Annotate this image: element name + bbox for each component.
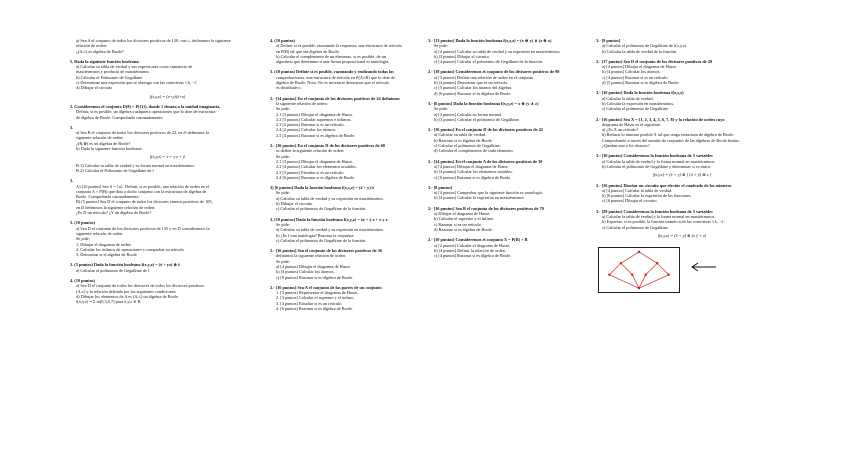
exercise-heading: 2.- [16 puntos] En el conjunto D de los divisores positivos de 60 xyxy=(270,143,385,149)
exercise-line: c) Razonar si es un retículo. xyxy=(434,221,482,227)
exercise-line: siguiente relación de orden: xyxy=(76,135,124,141)
exercise-block xyxy=(428,127,586,153)
exercise-line: d) Razonar si es álgebra de Boole. xyxy=(434,226,493,232)
exercise-block xyxy=(70,59,265,99)
exercise-line: álgebra de Boole. Nota: No es necesario demostrar que el retículo xyxy=(276,80,389,86)
exercise-line: Se pide: xyxy=(276,221,290,227)
exercise-block xyxy=(70,262,265,273)
exercise-line: en P(B) tal que sea álgebra de Boole. xyxy=(276,48,340,54)
exercise-line: a) Calcular su tabla de verdad y sus expresiones como sumatorio de xyxy=(76,64,193,70)
exercise-line: Se pide: xyxy=(276,190,290,196)
exercise-heading: 3) [6 puntos] Dada la función booleana f(x,y,z) = (x̄ + y)·z̄ xyxy=(270,185,375,191)
exercise-heading: 3.- [29 puntos] Consideremos la función booleana de 3 variables xyxy=(596,208,713,214)
exercise-line: ¿Quedan uno o los átomos? xyxy=(602,143,650,149)
exercise-line: (A,≤) y la relación definida por las siguientes condiciones: xyxy=(76,288,177,294)
exercise-block xyxy=(270,143,422,180)
exercise-heading: 3. xyxy=(70,124,74,130)
exercise-block xyxy=(70,278,265,304)
formula: f(x,y,z) = (x̄ + y) ⊕ (x ȳ + z) xyxy=(657,232,707,238)
exercise-line: c) [6 puntos] Dibujar el circuito. xyxy=(602,198,658,204)
exercise-block xyxy=(428,38,586,64)
exercise-line: a) [3 puntos] Definir una relación de orden en el conjunto. xyxy=(434,74,535,80)
exercise-heading: 4. (10 puntos) xyxy=(270,38,295,43)
exercise-line: a) [4 puntos] Comprobar que la siguiente función es tautología. xyxy=(434,190,543,196)
exercise-line: 2. Calcular los ínfimos de operaciones y comprobar su retículo xyxy=(76,246,184,252)
exercise-line: c) [4 puntos] Calcular el polinomio de Gegalkine de la función. xyxy=(434,59,543,65)
exercise-line: c) Calcular el polinomio de Gegalkine de la función. xyxy=(276,206,367,212)
exercise-line: maxitérminos y producto de maxitérminos xyxy=(76,69,150,75)
exercise-line: b) Calcular la tabla de verdad de la función. xyxy=(602,48,678,54)
exercise-line: a) [2 puntos] Calcular el diagrama de Hasse. xyxy=(434,242,511,248)
exercise-line: la siguiente relación de orden: xyxy=(276,100,328,106)
exercise-block xyxy=(428,185,586,201)
exercise-line: c) [4 puntos] Razonar si es álgebra de Boole. xyxy=(434,253,512,259)
exercise-line: c) Determinar una expresión que se obtenga con las conectivas {∧, ¬} xyxy=(76,80,197,86)
exercise-block xyxy=(596,59,768,85)
exercise-line: a) [4 puntos] Dibujar el diagrama de Hasse. xyxy=(602,64,677,70)
exercise-block xyxy=(70,125,265,173)
column-4 xyxy=(596,38,768,450)
column-1 xyxy=(70,38,265,450)
exercise-block xyxy=(70,104,265,120)
exercise-line: 2.4 [6 puntos] Razonar si es álgebra de Boole. xyxy=(276,174,356,180)
exercise-line: a) Calcular su tabla de verdad y su expresión en maxitérminos. xyxy=(276,195,384,201)
exercise-line: d) Dibujar el circuito xyxy=(76,85,113,91)
exercise-line: c) [4 puntos] Razonar si es un retículo. xyxy=(602,74,669,80)
exercise-heading: 3.- [10 puntos] Consideremos la función booleana de 3 variables xyxy=(596,153,713,159)
exercise-line: algoritmo que determine si una forma proposicional es tautología. xyxy=(276,59,390,65)
exercise-line: a) Calcular el polinomio de Gegalkine de f xyxy=(76,267,150,273)
exercise-block xyxy=(270,69,422,90)
exercise-block xyxy=(70,38,265,54)
exercise-block xyxy=(596,153,768,177)
exercise-line: a) [4 puntos] Calcular la tabla de verdad. xyxy=(602,187,673,193)
exercise-line: b) Calcular el supremo y el ínfimo. xyxy=(434,216,495,222)
exercise-line: a) ¿Es X un retículo? xyxy=(602,127,639,133)
exercise-line: b) Dibujar el circuito. xyxy=(276,201,314,207)
exercise-line: b) [4 puntos] Calcular los elementos notables. xyxy=(434,169,513,175)
exercise-heading: 3. (5 puntos) Dada la función booleana f(x,y,z) = (x̄ + yz) ⊕ z̄ xyxy=(70,262,180,268)
exercise-line: b) Calcular el polinomio de Gegalkine y determinar si es único. xyxy=(602,163,712,169)
exercise-block xyxy=(596,117,768,149)
exercise-line: a) [4 puntos] Dibujar el diagrama de Hasse. xyxy=(276,263,351,269)
exercise-line: 2.3 [3 puntos] Estudiar si es un retículo. xyxy=(276,169,345,175)
exercise-line: b) Calcular el complemento de un elemento, si es posible, de un xyxy=(276,53,386,59)
exercise-line: de álgebra de Boole. Comprobarlo razonadamente. xyxy=(76,114,164,120)
exercise-line: c) [5 puntos] Calcular los átomos del álgebra. xyxy=(434,85,513,91)
exercise-line: b) Dada la siguiente función booleana: xyxy=(76,146,143,152)
exercise-line: Se pide: xyxy=(434,43,448,49)
exercise-line: A) [10 puntos] Sea A = {a}. Definir, si es posible, una relación de orden en el xyxy=(76,183,209,189)
exercise-block xyxy=(270,185,422,211)
exercise-heading: 5. Dada la siguiente función booleana: xyxy=(70,58,140,64)
exercise-line: a) Sea D el conjunto de los divisores positivos de 135 y en D consideramos la xyxy=(76,225,210,231)
exercise-line: Boole. Comprobarlo razonadamente. xyxy=(76,194,140,200)
exercise-line: B) [5 puntos] Sea D el conjunto de todos los divisores enteros positivos de 105, xyxy=(76,199,213,205)
exercise-line: ¿(B,⊗) es un álgebra de Boole? xyxy=(76,140,131,146)
exercise-line: Se pide: xyxy=(276,258,290,264)
exercise-line: 1. Dibujar el diagrama de orden xyxy=(76,241,131,247)
exercise-line: d) Calcular el complemento de cada elemento. xyxy=(434,148,514,154)
exercise-heading: 3.- [10 puntos] Dada la función booleana f(x,y,z) xyxy=(596,90,684,96)
exercise-line: c) Calcular el polinomio de Gegalkine. xyxy=(602,106,669,112)
exercise-line: 1. [3 puntos] Representar el diagrama de Hasse. xyxy=(276,290,359,296)
exercise-line: a) [4 puntos] Dibujar el diagrama de Hasse. xyxy=(434,163,509,169)
exercise-line: b) Razonar si es álgebra de Boole. xyxy=(434,137,493,143)
exercise-line: a) Calcular la tabla de verdad y la forma normal en maxitérminos. xyxy=(602,158,716,164)
exercise-line: a) Calcular su tabla de verdad y su expresión en maxitérminos. xyxy=(276,227,384,233)
exercise-block xyxy=(270,217,422,243)
exercise-line: d) [6 puntos] Razonar si es álgebra de Boole. xyxy=(434,90,512,96)
exercise-heading: 2.- [10 puntos] Consideremos el conjunto X = P(B) × B xyxy=(428,237,528,243)
exercise-heading: 2.- [16 puntos] Diseñar un circuito que efectúe el cuadrado de los números xyxy=(596,182,732,188)
exercise-line: b) [4 puntos] Calcular los átomos. xyxy=(602,69,661,75)
exercise-heading: 4. (10 puntos) xyxy=(70,277,95,283)
exercise-line: a) Definir si es posible, razonando la respuesta, una estructura de retículo xyxy=(276,43,402,49)
exercise-heading: 3.- [9 puntos] xyxy=(596,38,621,43)
exercise-line: Definir, si es posible, un álgebra cualquiera operaciones que lo dote de estructura xyxy=(76,109,216,115)
exercise-line: 2.1 [3 puntos] Dibujar el diagrama de Hasse. xyxy=(276,158,353,164)
exercise-line: b) [4 puntos] Calcular la expresión en maxitérminos. xyxy=(434,195,525,201)
exercise-line: 2.4 [2 puntos] Calcular los átomos. xyxy=(276,127,337,133)
exercise-line: c) [8 puntos] Razonar si es álgebra de Boole. xyxy=(276,274,354,280)
exercise-line: en D definimos la siguiente relación de orden: xyxy=(76,204,156,210)
exercise-block xyxy=(428,69,586,95)
exercise-block xyxy=(596,183,768,204)
exercise-heading: 2.- [16 puntos] Sea B el conjunto de los divisores positivos de 70 xyxy=(428,205,544,211)
exercise-line: a) Sea A el conjunto de todos los divisores positivos de 120, con ≤, definamos la siguiente xyxy=(76,38,231,43)
exercise-line: b) [3 puntos] Calcular el polinomio de Gegalkine. xyxy=(434,116,520,122)
exercise-heading: 3.- [8 puntos] xyxy=(428,184,453,190)
exercise-line: se define la siguiente relación de orden: xyxy=(276,148,345,154)
exercise-block xyxy=(270,285,422,311)
exercise-line: ¿(A,≤) es algebra de Boole? xyxy=(76,48,125,54)
exercise-line: B.2) Calcular el Polinomio de Gegalkine de f xyxy=(76,167,154,173)
exercise-block xyxy=(270,248,422,280)
exercise-line: d) Dibujar los elementos de A es (A,≤) un álgebra de Boole xyxy=(76,293,178,299)
exercise-line: ¿Es D un retículo? ¿Y un álgebra de Boole? xyxy=(76,210,152,216)
exercise-line: 2.1 [3 puntos] Dibujar el diagrama de Hasse. xyxy=(276,111,353,117)
exercise-line: diagrama de Hasse es el siguiente: xyxy=(602,121,662,127)
column-3 xyxy=(428,38,586,450)
exercise-line: a) Dibujar el diagrama de Hasse. xyxy=(434,211,491,217)
exercise-line: d) [5 puntos] Razonar si es álgebra de Boole. xyxy=(602,80,680,86)
exercise-line: c) Calcular el polinomio de Gegalkine. xyxy=(434,143,501,149)
exercise-line: a) Calcular el polinomio de Gegalkine de f(x,y,z). xyxy=(602,43,688,49)
exercise-line: es distributivo. xyxy=(276,85,302,91)
exercise-line: a) Calcular su tabla de verdad. xyxy=(434,132,487,138)
exercise-heading: 2.- [16 puntos] Sea el conjunto de los divisores positivos de 36 xyxy=(270,248,382,254)
exercise-block xyxy=(428,101,586,122)
column-2 xyxy=(270,38,422,450)
exercise-line: c) [6 puntos] Razonar si es álgebra de Boole. xyxy=(434,174,512,180)
exercise-line: relación de orden: xyxy=(76,43,108,49)
exercise-line: a) [4 puntos] Calcular su tabla de verdad y su expresión en maxitérminos. xyxy=(434,48,561,54)
exercise-heading: 2.- [16 puntos] Sea A el conjunto de las partes de un conjunto xyxy=(270,284,382,290)
hasse-diagram xyxy=(598,247,680,293)
exercise-line: 2.3 [2 puntos] Razonar si es un retículo. xyxy=(276,122,345,128)
exercise-line: a) [3 puntos] Calcular su forma normal. xyxy=(434,111,503,117)
exercise-line: b) [2 puntos] Dibujar el circuito. xyxy=(434,53,490,59)
exercise-block xyxy=(270,38,422,64)
formula: f(x,y,z) = (x̄ + y) ⊕ [ (x̄ + ȳ) ⊕ z ] xyxy=(652,172,712,178)
exercise-heading: 3.- [13 puntos] Dada la función booleana f(x,y,z) = (x ⊕ y) ∧ (z ⊕ x) xyxy=(428,38,552,43)
exercise-line: a) Sea B el conjunto de todos los divisores positivos de 22, en él definimos la xyxy=(76,130,209,136)
exercise-heading: 3. (10 puntos) xyxy=(70,220,95,226)
exercise-heading: 2.- [18 puntos] Consideremos el conjunto de los divisores positivos de 90 xyxy=(428,69,560,75)
exercise-line: b) [4 puntos] Calcular los átomos. xyxy=(276,269,335,275)
exercise-heading: 2.- [14 puntos] En el conjunto de los divisores positivos de 24 definimos xyxy=(270,95,400,101)
exercise-heading: 3.- [6 puntos] Dada la función booleana f(x,y,z) = x ⊕ (y ∧ z) xyxy=(428,100,539,106)
exercise-line: c) Calcular el polinomio de Gegalkine. xyxy=(602,224,669,230)
exercise-block xyxy=(596,38,768,54)
exercise-line: Comprobando a través del tamaño de conjuntos de las álgebras de Boole finitas. xyxy=(602,137,740,143)
exercise-block xyxy=(270,96,422,138)
exercise-line: comprobaciones, una estructura de retículo en P(A×B) que lo dote de xyxy=(276,74,395,80)
exercise-line: a) Sea D el conjunto de todos los divisores de todos los divisores positivos xyxy=(76,283,205,289)
exercise-line: definimos la siguiente relación de orden: xyxy=(276,253,347,259)
exercise-block xyxy=(70,220,265,257)
exercise-line: b) [4 puntos] Definir la relación de orden. xyxy=(434,247,506,253)
exercise-line: b) Reducir lo mínimo posible X tal que tenga estructura de álgebra de Boole. xyxy=(602,132,735,138)
exercise-line: 2.5 [4 puntos] Razonar si es álgebra de Boole. xyxy=(276,132,356,138)
exercise-heading: 2.- [16 puntos] Sea X = {1, 2, 3, 4, 5, 6, 7, 8} y la relación de orden cuyo xyxy=(596,116,725,122)
exercise-line: Se pide: xyxy=(76,236,90,242)
exercise-line: Se pide: xyxy=(276,106,290,112)
exercise-line: conjunto A × P(B) que dota a dicho conjunto con la estructura de álgebra de xyxy=(76,188,207,194)
exercise-line: 3. Demostrar si el algebra de Boole xyxy=(76,252,137,258)
exercise-line: b) Expresar, si es posible, la función usando solo las conectivas {∧, ¬}. xyxy=(602,219,725,225)
exercise-line: 2.2 [4 puntos] Calcular los elementos notables. xyxy=(276,164,357,170)
exercise-line: B.1) Calcular su tabla de verdad y su forma normal en maxitérminos. xyxy=(76,162,195,168)
exercise-line: 2. [3 puntos] Calcular el supremo y el ínfimo. xyxy=(276,295,355,301)
exercise-heading: 3. xyxy=(70,178,74,184)
exercise-block xyxy=(70,178,265,215)
exercise-heading: 3. (10 puntos) Definir si es posible, razonando y realizando todas las xyxy=(270,69,394,75)
exercise-line: 2.2 [3 puntos] Calcular supremos e ínfimos. xyxy=(276,116,352,122)
exercise-line: Se pide: xyxy=(276,153,290,159)
exercise-heading: 2.- [14 puntos] En el conjunto A de los divisores positivos de 30 xyxy=(428,158,543,164)
exercise-line: f(x,y,z) = Σ m(0,3,5,7) para x,y,z ∈ B xyxy=(76,299,141,305)
exercise-line: b) [4 puntos] Demostrar que es un retículo. xyxy=(434,80,508,86)
exercise-line: 4. [6 puntos] Razonar si es álgebra de Boole. xyxy=(276,306,354,312)
exercise-line: b) Calcular la expresión en maxitérminos. xyxy=(602,100,675,106)
exercise-line: c) Calcular el polinomio de Gegalkine de la función. xyxy=(276,237,367,243)
exercise-block xyxy=(428,159,586,180)
exercise-block xyxy=(428,206,586,232)
exercise-block xyxy=(428,237,586,258)
exercise-line: 3. [4 puntos] Estudiar si es un retículo. xyxy=(276,300,343,306)
exercise-block xyxy=(596,90,768,111)
exercise-heading: 2. Consideremos el conjunto D(8) × P({1}), donde 1 denota a la unidad imaginaria. xyxy=(70,103,221,109)
exercise-line: a) Calcular la tabla de verdad. xyxy=(602,95,654,101)
exercise-heading: 3. [10 puntos] Dada la función booleana f(x,y,z) = x̄z + ȳ z + x y z xyxy=(270,216,388,222)
exercise-line: siguiente relación de orden xyxy=(76,230,123,236)
exercise-line: b) [6 puntos] Calcular la expresión de las funciones. xyxy=(602,193,692,199)
exercise-line: b) Calcular el Polinomio de Gegalkine xyxy=(76,74,143,80)
formula: f(x,y,z) = (x+y)(x̄+z) xyxy=(149,93,186,99)
formula: f(x,y,z) = x + y·z + ȳ xyxy=(149,154,186,160)
exercise-heading: 2.- [17 puntos] Sea D el conjunto de los divisores positivos de 20 xyxy=(596,58,713,64)
arrow-left-icon xyxy=(690,262,716,272)
exercise-line: Se pide: xyxy=(434,106,448,112)
exercise-line: a) Calcular la tabla de verdad y la forma normal en maxitérminos. xyxy=(602,214,716,220)
exercise-heading: 2.- [16 puntos] En el conjunto D de los divisores positivos de 42 xyxy=(428,127,543,133)
exercise-block xyxy=(596,209,768,238)
exercise-line: b) ¿Es f una tautología? Razonar la respuesta. xyxy=(276,232,355,238)
